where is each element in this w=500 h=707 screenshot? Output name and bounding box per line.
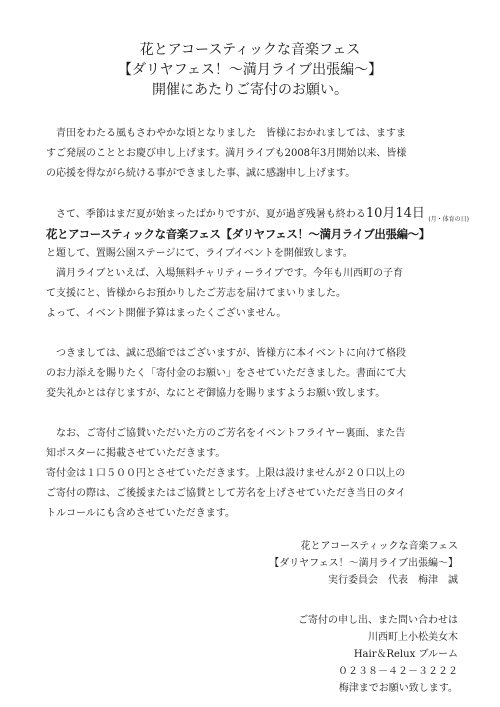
text-line: の応援を得ながら続ける事ができました事、誠に感謝申し上げます。 bbox=[46, 168, 356, 179]
text-segment: さて、季節はまだ夏が始まったばかりですが、夏が過ぎ残暑も終わる bbox=[56, 209, 366, 220]
text-line: すご発展のこととお慶び申し上げます。満月ライブも2008年3月開始以来、皆様 bbox=[46, 148, 407, 159]
contact-shop-name: Hair＆Relux ブルーム bbox=[353, 649, 458, 660]
contact-line: 梅津までお願い致します。 bbox=[338, 683, 458, 694]
signature-line: 実行委員会 代表 梅津 誠 bbox=[328, 575, 458, 586]
text-line: つきましては、誠に恐縮ではございますが、皆様方に本イベントに向けて格段 bbox=[56, 348, 406, 359]
text-line: トルコールにも含めさせていただきます。 bbox=[46, 508, 235, 519]
signature-line: 花とアコースティックな音楽フェス bbox=[300, 541, 458, 552]
title-line-3: 開催にあたりご寄付のお願い。 bbox=[152, 82, 348, 98]
text-line: 満月ライブといえば、入場無料チャリティーライブです。今年も川西町の子育 bbox=[56, 268, 403, 279]
title-line-1: 花とアコースティックな音楽フェス bbox=[139, 42, 361, 58]
event-date-note: (月・体育の日) bbox=[428, 216, 469, 223]
text-line: よって、イベント開催予算はまったくございません。 bbox=[46, 308, 287, 319]
text-line: 知ポスターに掲載させていただきます。 bbox=[46, 448, 226, 459]
text-line: て支援にと、皆様からお預かりしたご芳志を届けてまいりました。 bbox=[46, 288, 346, 299]
paragraph-request bbox=[46, 344, 471, 404]
signature-line: 【ダリヤフェス！～満月ライブ出張編～】 bbox=[269, 558, 458, 569]
text-line: 青田をわたる風もさわやかな頃となりました 皆様におかれましては、ますま bbox=[56, 128, 406, 139]
text-line bbox=[46, 204, 471, 224]
event-name: 花とアコースティックな音楽フェス【ダリヤフェス！～満月ライブ出張編～】 bbox=[46, 227, 430, 241]
paragraph-greeting bbox=[46, 124, 471, 184]
contact-line: ご寄付の申し出、また問い合わせは bbox=[298, 615, 458, 626]
text-line: 寄付金は１口５００円とさせていただきます。上限は設けませんが２０口以上の bbox=[46, 468, 406, 479]
signature-block bbox=[269, 538, 458, 589]
paragraph-donation-details bbox=[46, 424, 471, 524]
text-line: 変失礼かとは存じますが、なにとぞ御協力を賜りますようお願い致します。 bbox=[46, 388, 386, 399]
title-line-2: 【ダリヤフェス！～満月ライブ出張編～】 bbox=[117, 62, 383, 78]
contact-phone: ０２３８－４２－３２２２ bbox=[338, 666, 458, 677]
contact-block bbox=[298, 612, 458, 697]
contact-address: 川西町上小松美女木 bbox=[368, 632, 458, 643]
event-date: 10月14日 bbox=[365, 206, 425, 221]
text-line: のお力添えを賜りたく「寄付金のお願い」をさせていただきました。書面にて大 bbox=[46, 368, 406, 379]
text-line: なお、ご寄付ご協賛いただいた方のご芳名をイベントフライヤー裏面、また告 bbox=[56, 428, 406, 439]
text-line: と題して、置賜公園ステージにて、ライブイベントを開催致します。 bbox=[46, 248, 353, 259]
text-line: ご寄付の際は、ご後援またはご協賛として芳名を上げさせていただき当日のタイ bbox=[46, 488, 406, 499]
paragraph-event bbox=[46, 204, 471, 324]
